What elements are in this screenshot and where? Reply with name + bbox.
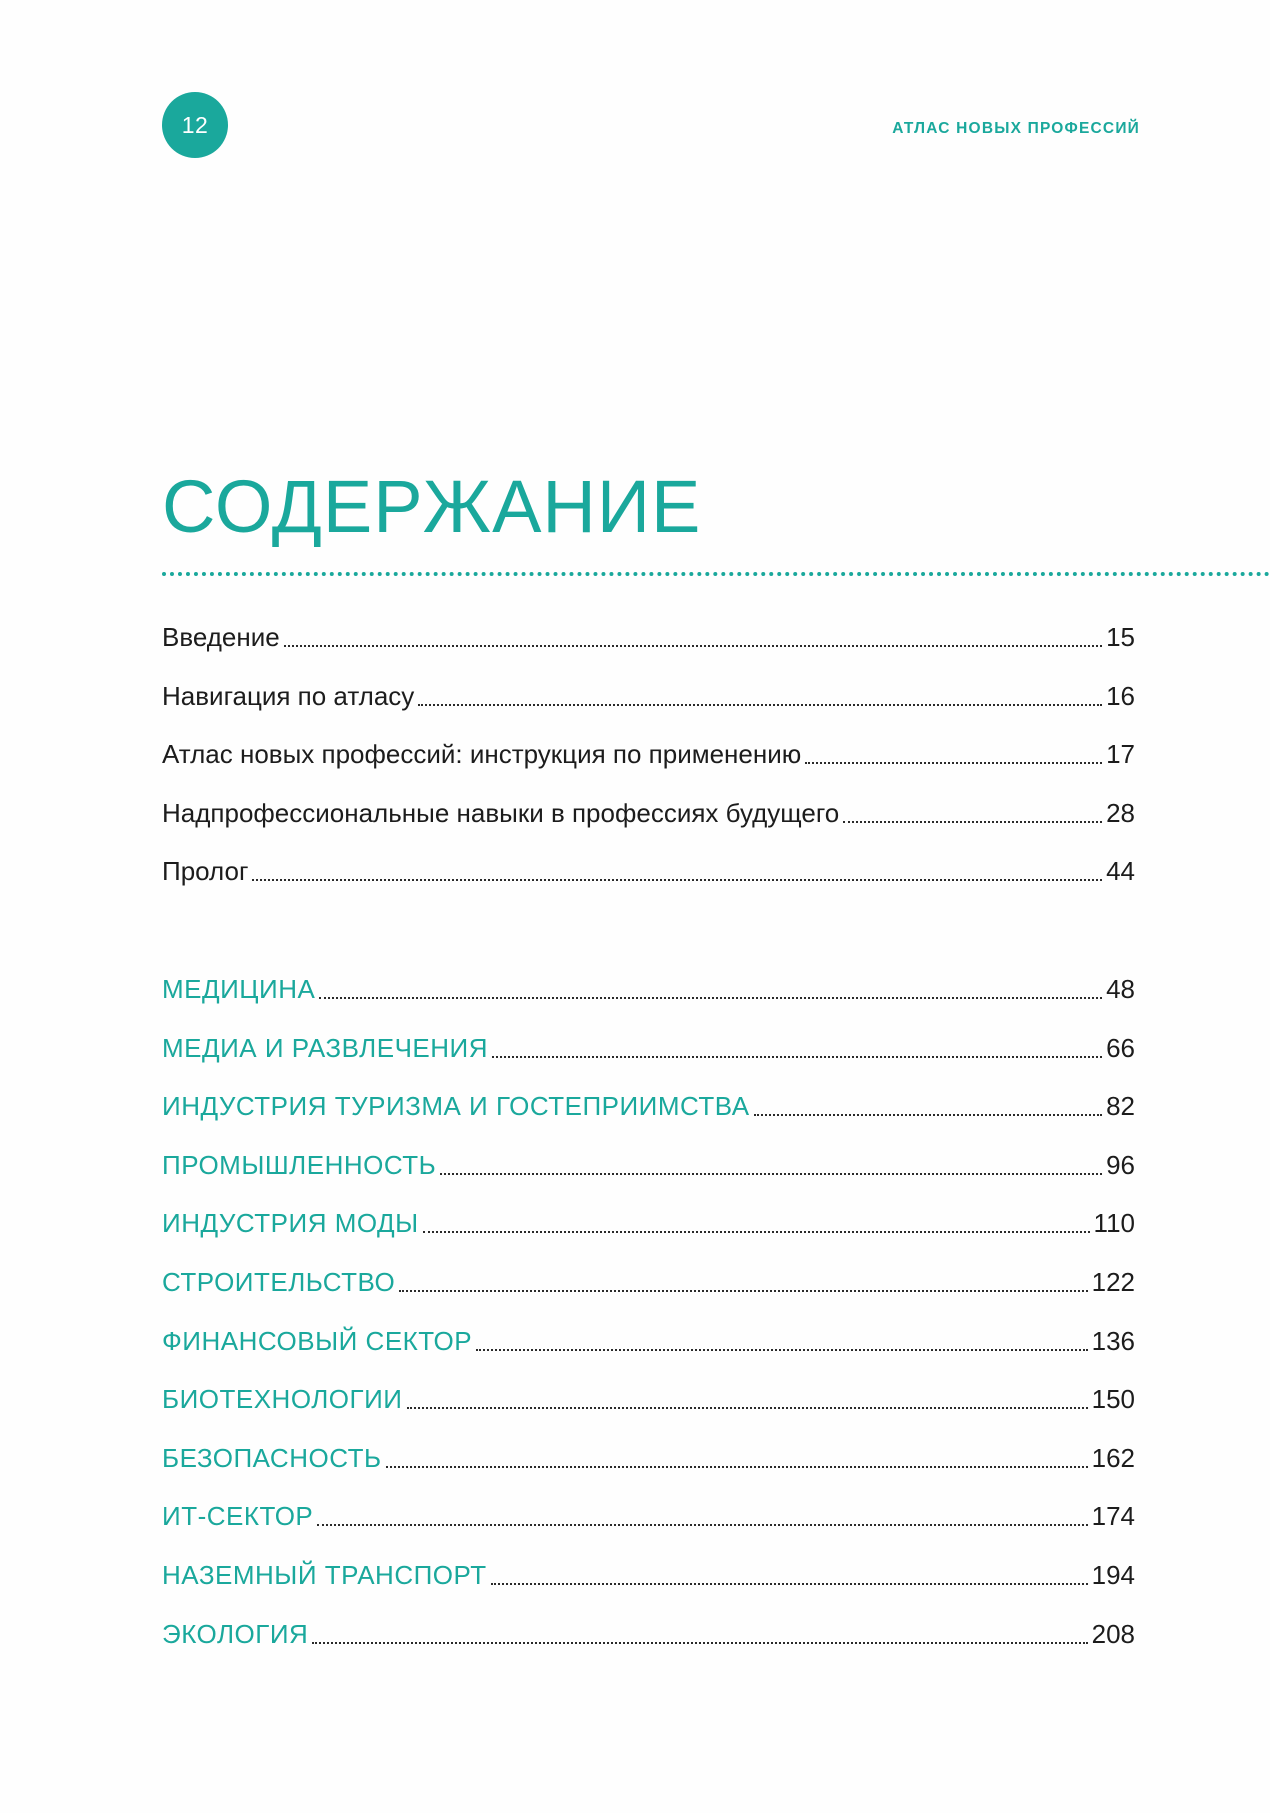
- dot-leader: [492, 1035, 1102, 1058]
- toc-section-page: 66: [1106, 1032, 1135, 1063]
- toc-entry-label: Навигация по атласу: [162, 680, 415, 711]
- dot-leader: [252, 858, 1102, 881]
- toc-section-transport[interactable]: [162, 1559, 1135, 1621]
- dot-leader: [805, 741, 1102, 764]
- toc-section-medicine[interactable]: [162, 976, 1135, 1035]
- toc-section-security[interactable]: [162, 1442, 1135, 1504]
- toc-section-page: 82: [1106, 1091, 1135, 1122]
- toc-section-it[interactable]: [162, 1503, 1135, 1562]
- toc-section-industry[interactable]: [162, 1149, 1135, 1211]
- toc-section-page: 136: [1091, 1325, 1135, 1356]
- toc-section-label: ИНДУСТРИЯ МОДЫ: [162, 1208, 419, 1239]
- toc-entry-label: Введение: [162, 622, 280, 652]
- toc-section-ecology[interactable]: [162, 1618, 1135, 1680]
- toc-section-label: ЭКОЛОГИЯ: [162, 1618, 309, 1649]
- toc-section-construction[interactable]: [162, 1266, 1135, 1328]
- dot-leader: [317, 1503, 1087, 1526]
- toc-entry-page: 28: [1106, 797, 1135, 828]
- dot-leader: [440, 1152, 1102, 1175]
- toc-section-page: 174: [1091, 1501, 1135, 1532]
- toc-section-page: 162: [1091, 1442, 1135, 1473]
- toc-section-page: 48: [1106, 974, 1135, 1004]
- toc-entry-instructions[interactable]: [162, 741, 1135, 800]
- toc-section-page: 194: [1091, 1559, 1135, 1590]
- toc-section-page: 150: [1091, 1384, 1135, 1415]
- dot-leader: [843, 800, 1102, 823]
- toc-entry-page: 15: [1106, 622, 1135, 652]
- toc-section-label: ИТ-СЕКТОР: [162, 1501, 314, 1532]
- toc-entry-page: 16: [1106, 680, 1135, 711]
- toc-section-media[interactable]: [162, 1032, 1135, 1094]
- toc-entry-label: Атлас новых профессий: инструкция по применению: [162, 739, 802, 770]
- dot-leader: [399, 1269, 1087, 1292]
- dot-leader: [476, 1328, 1088, 1351]
- toc-entry-page: 44: [1106, 856, 1135, 887]
- toc-entry-introduction[interactable]: [162, 624, 1135, 683]
- toc-section-page: 110: [1093, 1208, 1135, 1239]
- page-number-badge: 12: [162, 92, 228, 158]
- dot-leader: [319, 976, 1102, 999]
- toc-section-label: МЕДИЦИНА: [162, 974, 316, 1004]
- toc-section-label: СТРОИТЕЛЬСТВО: [162, 1266, 396, 1297]
- toc-section-label: МЕДИА И РАЗВЛЕЧЕНИЯ: [162, 1032, 488, 1063]
- dot-leader: [407, 1386, 1088, 1409]
- toc-entry-prologue[interactable]: [162, 858, 1135, 917]
- toc-section-biotech[interactable]: [162, 1386, 1135, 1445]
- toc-entry-page: 17: [1106, 739, 1135, 770]
- dot-leader: [312, 1621, 1087, 1644]
- dot-leader: [491, 1562, 1088, 1585]
- dot-leader: [423, 1210, 1090, 1233]
- toc-section-page: 208: [1091, 1618, 1135, 1649]
- toc-section-label: БИОТЕХНОЛОГИИ: [162, 1384, 403, 1415]
- toc-section-tourism[interactable]: [162, 1093, 1135, 1152]
- toc-section-label: БЕЗОПАСНОСТЬ: [162, 1442, 382, 1473]
- intro-toc-list: [162, 624, 1135, 917]
- toc-entry-navigation[interactable]: [162, 680, 1135, 742]
- toc-section-fashion[interactable]: [162, 1210, 1135, 1269]
- toc-section-label: ИНДУСТРИЯ ТУРИЗМА И ГОСТЕПРИИМСТВА: [162, 1091, 750, 1122]
- sections-toc-list: [162, 976, 1135, 1679]
- toc-entry-label: Пролог: [162, 856, 249, 887]
- toc-section-label: ФИНАНСОВЫЙ СЕКТОР: [162, 1325, 473, 1356]
- toc-section-page: 96: [1106, 1149, 1135, 1180]
- dot-leader: [284, 624, 1102, 647]
- dot-leader: [386, 1445, 1088, 1468]
- toc-section-label: НАЗЕМНЫЙ ТРАНСПОРТ: [162, 1559, 487, 1590]
- toc-section-finance[interactable]: [162, 1325, 1135, 1387]
- toc-section-label: ПРОМЫШЛЕННОСТЬ: [162, 1149, 437, 1180]
- page-title: СОДЕРЖАНИЕ: [162, 465, 702, 548]
- toc-section-page: 122: [1091, 1266, 1135, 1297]
- toc-entry-label: Надпрофессиональные навыки в профессиях будущего: [162, 797, 840, 828]
- dot-leader: [754, 1093, 1102, 1116]
- toc-entry-skills[interactable]: [162, 797, 1135, 859]
- title-divider: [162, 572, 1270, 576]
- running-title: АТЛАС НОВЫХ ПРОФЕССИЙ: [892, 120, 1140, 137]
- dot-leader: [418, 683, 1102, 706]
